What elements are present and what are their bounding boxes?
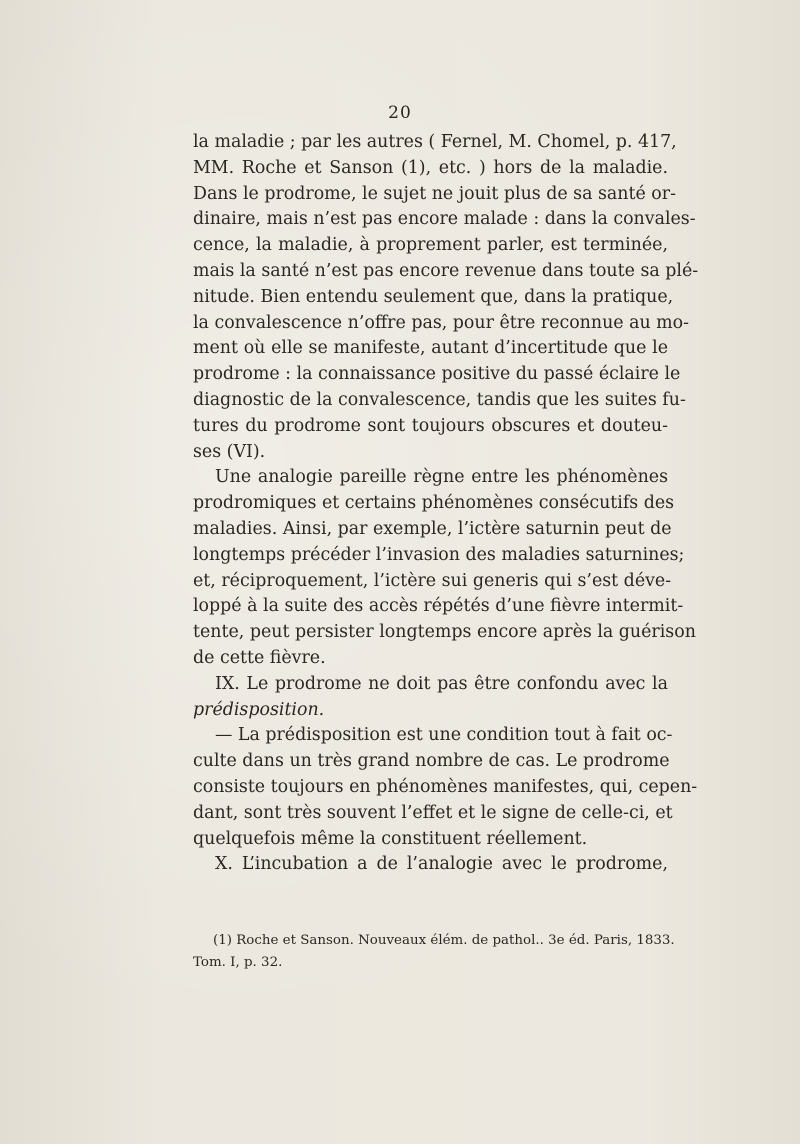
- text-line-italic-phrase: et, réciproquement, l’ictère sui generis qui s’est déve-: [193, 570, 672, 591]
- section-heading-ix: IX. Le prodrome ne doit pas être confondu avec la: [215, 673, 668, 694]
- text-line: diagnostic de la convalescence, tandis que les suites fu-: [193, 389, 686, 410]
- page-number: 20: [388, 103, 412, 123]
- text-line: tente, peut persister longtemps encore après la guérison: [193, 622, 696, 643]
- footnote-line: Tom. I, p. 32.: [193, 955, 283, 970]
- text-line: ment où elle se manifeste, autant d’incertitude que le: [193, 338, 668, 359]
- text-line: Dans le prodrome, le sujet ne jouit plus de sa santé or-: [193, 183, 676, 204]
- text-line: quelquefois même la constituent réellement.: [193, 828, 588, 849]
- text-line: mais la santé n’est pas encore revenue dans toute sa plé-: [193, 260, 699, 281]
- text-line: prodrome : la connaissance positive du passé éclaire le: [193, 364, 681, 385]
- footnote: [193, 930, 675, 974]
- text-line: — La prédisposition est une condition tout à fait oc-: [215, 725, 673, 746]
- text-line: la maladie ; par les autres ( Fernel, M. Chomel, p. 417,: [193, 132, 677, 152]
- text-line: nitude. Bien entendu seulement que, dans la pratique,: [193, 286, 674, 307]
- text-line: tures du prodrome sont toujours obscures et douteu-: [193, 415, 668, 436]
- text-line: maladies. Ainsi, par exemple, l’ictère saturnin peut de: [193, 518, 672, 539]
- text-line: prodromiques et certains phénomènes consécutifs des: [193, 493, 675, 514]
- text-line: la convalescence n’offre pas, pour être reconnue au mo-: [193, 312, 690, 333]
- text-line: culte dans un très grand nombre de cas. Le prodrome: [193, 751, 670, 772]
- text-line: consiste toujours en phénomènes manifestes, qui, cepen-: [193, 776, 698, 797]
- text-line: loppé à la suite des accès répétés d’une fièvre intermit-: [193, 596, 684, 617]
- text-line: ses (VI).: [193, 441, 266, 462]
- text-line: de cette fièvre.: [193, 647, 326, 668]
- footnote-line: (1) Roche et Sanson. Nouveaux élém. de pathol.. 3e éd. Paris, 1833.: [213, 933, 675, 948]
- body-text: [193, 130, 699, 878]
- text-line: longtemps précéder l’invasion des maladies saturnines;: [193, 544, 685, 565]
- text-line: MM. Roche et Sanson (1), etc. ) hors de la maladie.: [193, 157, 668, 178]
- text-line: dant, sont très souvent l’effet et le signe de celle-ci, et: [193, 802, 673, 823]
- text-line: cence, la maladie, à proprement parler, est terminée,: [193, 235, 668, 256]
- text-line: Une analogie pareille règne entre les phénomènes: [215, 467, 668, 488]
- text-line: dinaire, mais n’est pas encore malade : dans la convales-: [193, 209, 696, 230]
- text-line-italic: prédisposition.: [193, 699, 325, 720]
- section-heading-x: X. L’incubation a de l’analogie avec le prodrome,: [215, 854, 668, 875]
